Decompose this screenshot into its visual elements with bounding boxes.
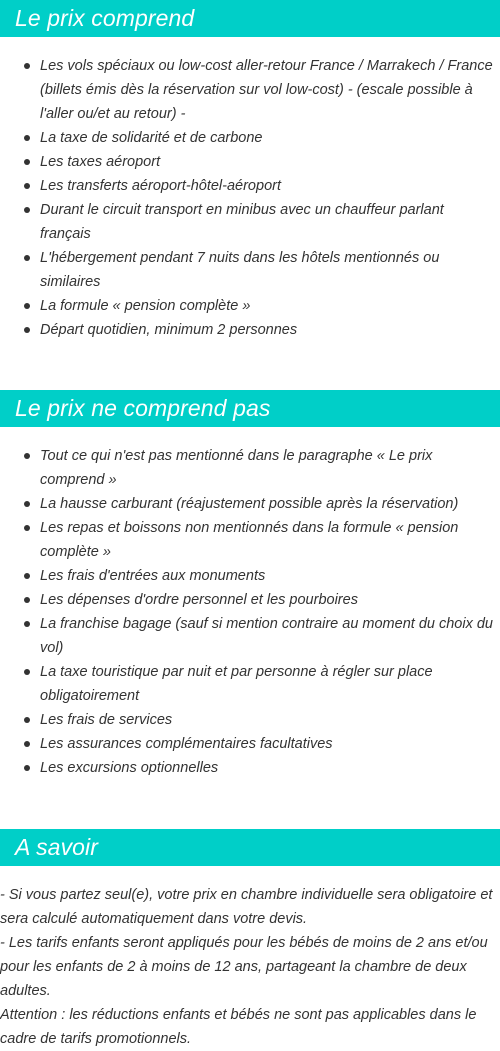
list-item (0, 246, 500, 294)
list-item-text: Les dépenses d'ordre personnel et les pourboires (40, 592, 358, 608)
bullet-icon (24, 183, 30, 189)
bullet-icon (24, 453, 30, 459)
list-item (0, 318, 500, 342)
bullet-icon (24, 717, 30, 723)
list-item (0, 732, 500, 756)
list-item (0, 150, 500, 174)
section-header-a-savoir (0, 829, 500, 866)
list-item (0, 444, 500, 492)
bullet-icon (24, 135, 30, 141)
list-item-text: Durant le circuit transport en minibus avec un chauffeur parlant français (40, 202, 444, 242)
list-item-text: Les transferts aéroport-hôtel-aéroport (40, 178, 281, 194)
list-item (0, 492, 500, 516)
list-item (0, 174, 500, 198)
a-savoir-paragraph: Attention : les réductions enfants et bébés ne sont pas applicables dans le cadre de tarifs promotionnels. (0, 1007, 477, 1047)
list-item (0, 756, 500, 780)
bullet-icon (24, 501, 30, 507)
section-title-comprend: Le prix comprend (15, 5, 195, 31)
section-le-prix-ne-comprend-pas (0, 390, 500, 780)
section-header-ne-comprend (0, 390, 500, 427)
bullet-icon (24, 159, 30, 165)
list-item (0, 588, 500, 612)
bullet-icon (24, 573, 30, 579)
list-item (0, 660, 500, 708)
list-item-text: Les assurances complémentaires facultatives (40, 736, 333, 752)
list-item-text: La formule « pension complète » (40, 298, 251, 314)
list-item-text: Tout ce qui n'est pas mentionné dans le paragraphe « Le prix comprend » (40, 448, 433, 488)
bullet-icon (24, 327, 30, 333)
list-item (0, 516, 500, 564)
list-item (0, 54, 500, 126)
bullet-icon (24, 669, 30, 675)
bullet-icon (24, 255, 30, 261)
list-item-text: Les frais d'entrées aux monuments (40, 568, 266, 584)
list-item (0, 564, 500, 588)
bullet-icon (24, 303, 30, 309)
bullet-icon (24, 621, 30, 627)
list-item-text: Les repas et boissons non mentionnés dans la formule « pension complète » (40, 520, 459, 560)
a-savoir-paragraph: - Si vous partez seul(e), votre prix en chambre individuelle sera obligatoire et sera calculé automatiquement dans votre devis. (0, 887, 493, 927)
list-item (0, 708, 500, 732)
list-item (0, 126, 500, 150)
section-title-ne-comprend: Le prix ne comprend pas (15, 395, 271, 421)
list-item-text: L'hébergement pendant 7 nuits dans les hôtels mentionnés ou similaires (40, 250, 440, 290)
section-le-prix-comprend (0, 0, 500, 342)
bullet-icon (24, 525, 30, 531)
bullet-icon (24, 63, 30, 69)
excluded-list (0, 427, 500, 780)
section-header-comprend (0, 0, 500, 37)
bullet-icon (24, 741, 30, 747)
list-item-text: La franchise bagage (sauf si mention contraire au moment du choix du vol) (40, 616, 493, 656)
list-item-text: La taxe de solidarité et de carbone (40, 130, 263, 146)
bullet-icon (24, 765, 30, 771)
included-list (0, 37, 500, 342)
bullet-icon (24, 597, 30, 603)
list-item (0, 294, 500, 318)
list-item-text: La hausse carburant (réajustement possible après la réservation) (40, 496, 459, 512)
list-item (0, 612, 500, 660)
section-a-savoir (0, 829, 500, 1051)
list-item-text: La taxe touristique par nuit et par personne à régler sur place obligatoirement (40, 664, 433, 704)
list-item-text: Les taxes aéroport (40, 154, 161, 170)
bullet-icon (24, 207, 30, 213)
list-item-text: Départ quotidien, minimum 2 personnes (40, 322, 298, 338)
list-item-text: Les frais de services (40, 712, 173, 728)
section-title-a-savoir: A savoir (15, 834, 99, 860)
list-item (0, 198, 500, 246)
list-item-text: Les vols spéciaux ou low-cost aller-retour France / Marrakech / France (billets émis dès la réservation sur vol low-cost) - (escale possible à l'aller ou/et au retour) - (40, 58, 493, 122)
a-savoir-text (0, 866, 500, 1051)
a-savoir-paragraph: - Les tarifs enfants seront appliqués pour les bébés de moins de 2 ans et/ou pour les enfants de 2 à moins de 12 ans, partageant la chambre de deux adultes. (0, 935, 488, 999)
list-item-text: Les excursions optionnelles (40, 760, 219, 776)
